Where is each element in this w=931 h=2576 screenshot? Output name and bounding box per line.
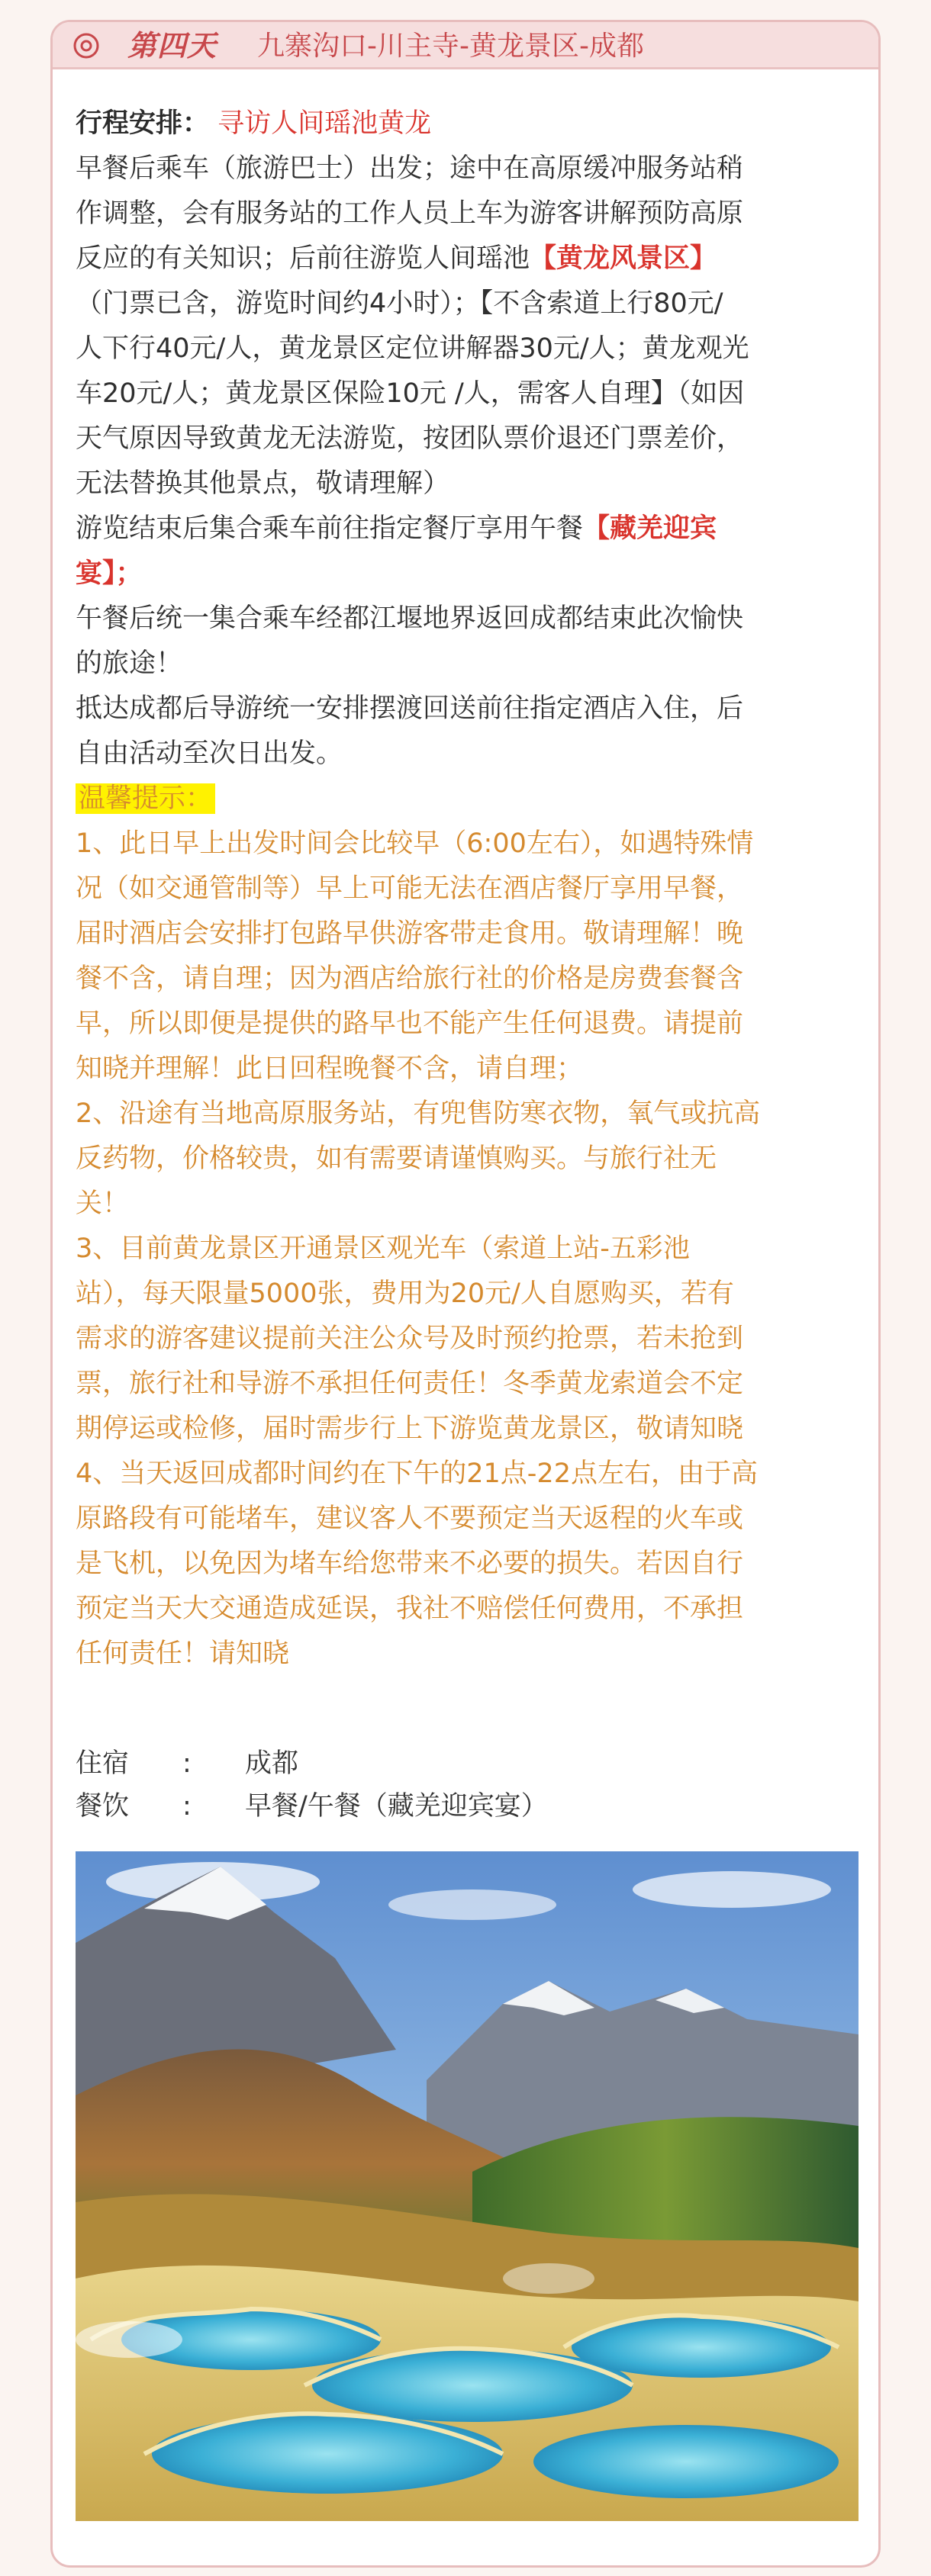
- tips-line: 预定当天大交通造成延误，我社不赔偿任何费用，不承担: [76, 1594, 744, 1624]
- meals-label: 餐饮: [76, 1791, 130, 1822]
- day-header: [53, 22, 878, 69]
- tips-line: 票，旅行社和导游不承担任何责任！冬季黄龙索道会不定: [76, 1368, 744, 1399]
- scenic-spot-highlight: 【黄龙风景区】: [530, 243, 717, 274]
- paragraph-line: 的旅途！: [76, 648, 183, 679]
- tips-heading-line: [76, 777, 859, 822]
- tips-line: 届时酒店会安排打包路早供游客带走食用。敬请理解！晚: [76, 918, 744, 949]
- tips-line: 原路段有可能堵车，建议客人不要预定当天返程的火车或: [76, 1503, 744, 1534]
- tips-line: 期停运或检修，届时需步行上下游览黄龙景区，敬请知晓: [76, 1413, 744, 1444]
- meals-colon: :: [182, 1791, 192, 1822]
- meals-value: 早餐/午餐（藏羌迎宾宴）: [245, 1791, 548, 1822]
- paragraph-line: 早餐后乘车（旅游巴士）出发；途中在高原缓冲服务站稍: [76, 153, 744, 184]
- tips-label: 温馨提示：: [76, 783, 215, 814]
- meal-highlight-continued: 宴】；: [76, 558, 143, 589]
- plan-label: 行程安排：: [76, 108, 210, 139]
- accommodation-label: 住宿: [76, 1748, 130, 1779]
- huanglong-landscape-photo: [76, 1851, 859, 2521]
- paragraph-line: 无法替换其他景点，敬请理解）: [76, 468, 450, 499]
- plan-line: [76, 101, 859, 146]
- tips-line: 任何责任！请知晓: [76, 1639, 290, 1669]
- tips-line: 关！: [76, 1188, 130, 1219]
- paragraph-line: 午餐后统一集合乘车经都江堰地界返回成都结束此次愉快: [76, 603, 744, 634]
- paragraph-text: 游览结束后集合乘车前往指定餐厅享用午餐: [76, 513, 584, 544]
- paragraph-line: 抵达成都后导游统一安排摆渡回送前往指定酒店入住，后: [76, 693, 744, 724]
- paragraph-line: 自由活动至次日出发。: [76, 738, 343, 769]
- paragraph-line: 天气原因导致黄龙无法游览，按团队票价退还门票差价，: [76, 423, 744, 454]
- tips-line: 况（如交通管制等）早上可能无法在酒店餐厅享用早餐，: [76, 873, 744, 904]
- paragraph-line: 车20元/人；黄龙景区保险10元 /人，需客人自理】（如因: [76, 378, 745, 409]
- day-route: 九寨沟口-川主寺-黄龙景区-成都: [257, 31, 644, 62]
- tips-line: 1、此日早上出发时间会比较早（6:00左右），如遇特殊情: [76, 828, 754, 859]
- tips-line: 2、沿途有当地高原服务站，有兜售防寒衣物，氧气或抗高: [76, 1098, 761, 1129]
- itinerary-content: [76, 101, 859, 1677]
- tips-line: 是飞机，以免因为堵车给您带来不必要的损失。若因自行: [76, 1548, 744, 1579]
- accommodation-colon: :: [182, 1748, 192, 1779]
- paragraph-line: 人下行40元/人，黄龙景区定位讲解器30元/人；黄龙观光: [76, 333, 749, 364]
- tips-line: 反药物，价格较贵，如有需要请谨慎购买。与旅行社无: [76, 1143, 717, 1174]
- paragraph-line: [76, 507, 859, 552]
- itinerary-day-card: [50, 20, 881, 2568]
- accommodation-value: 成都: [245, 1748, 299, 1779]
- tips-line: 4、当天返回成都时间约在下午的21点-22点左右，由于高: [76, 1458, 758, 1489]
- meal-highlight: 【藏羌迎宾: [583, 513, 717, 544]
- tips-line: 知晓并理解！此日回程晚餐不含，请自理；: [76, 1053, 584, 1084]
- tips-line: 站），每天限量5000张，费用为20元/人自愿购买，若有: [76, 1278, 734, 1309]
- paragraph-text: 反应的有关知识；后前往游览人间瑶池: [76, 243, 530, 274]
- paragraph-line: （门票已含，游览时间约4小时）；【不含索道上行80元/: [76, 288, 723, 319]
- tips-line: 餐不含，请自理；因为酒店给旅行社的价格是房费套餐含: [76, 963, 744, 994]
- target-circle-icon: [72, 32, 100, 59]
- day-number: 第四天: [127, 29, 217, 63]
- plan-title: 寻访人间瑶池黄龙: [217, 108, 432, 139]
- paragraph-line: 作调整，会有服务站的工作人员上车为游客讲解预防高原: [76, 198, 744, 229]
- tips-line: 3、目前黄龙景区开通景区观光车（索道上站-五彩池: [76, 1233, 690, 1264]
- paragraph-line: [76, 236, 859, 281]
- tips-line: 需求的游客建议提前关注公众号及时预约抢票，若未抢到: [76, 1323, 744, 1354]
- tips-line: 早，所以即便是提供的路早也不能产生任何退费。请提前: [76, 1008, 744, 1039]
